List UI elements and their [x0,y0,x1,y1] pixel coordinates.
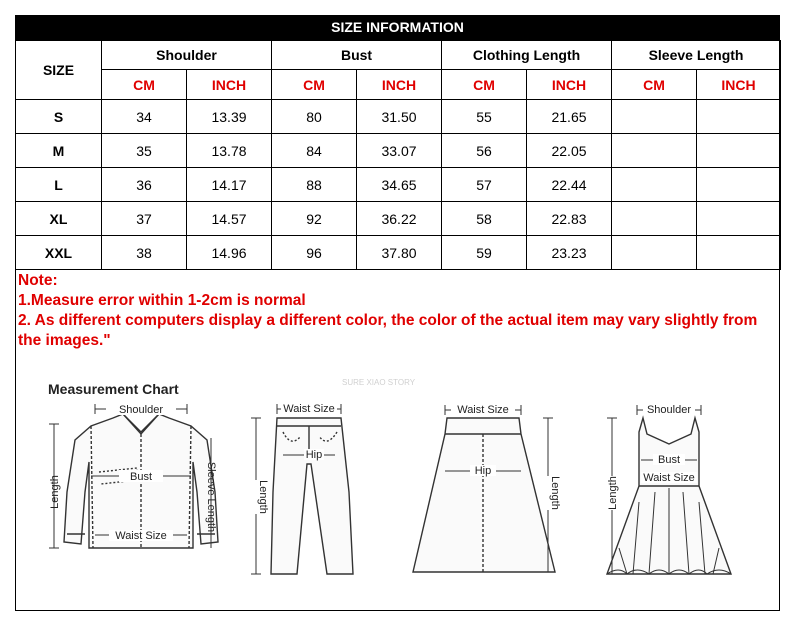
length-inch-cell: 21.65 [527,100,612,134]
note-line-1: 1.Measure error within 1-2cm is normal [18,292,306,309]
shirt-shoulder-label: Shoulder [118,404,164,416]
size-table [15,40,781,270]
shoulder-cm-cell: 37 [102,202,187,236]
length-cm-cell: 58 [442,202,527,236]
skirt-length-label: Length [549,476,561,510]
unit-header: INCH [187,70,272,100]
unit-header: INCH [357,70,442,100]
sleeve-cm-cell [612,134,697,168]
note-heading: Note: [18,272,58,289]
group-header-shoulder: Shoulder [102,41,272,70]
size-cell: XL [16,202,102,236]
table-title: SIZE INFORMATION [15,15,780,40]
skirt-illustration [413,418,555,572]
unit-header: CM [102,70,187,100]
bust-cm-cell: 96 [272,236,357,270]
bust-cm-cell: 92 [272,202,357,236]
chart-title: Measurement Chart [48,381,179,397]
table-row [16,202,781,236]
table-row [16,168,781,202]
measurement-chart [15,352,780,610]
sleeve-inch-cell [697,202,781,236]
sleeve-cm-cell [612,100,697,134]
bust-inch-cell: 37.80 [357,236,442,270]
pants-hip-label: Hip [305,449,323,461]
bust-inch-cell: 34.65 [357,168,442,202]
shoulder-inch-cell: 14.57 [187,202,272,236]
unit-header: CM [442,70,527,100]
table-row [16,100,781,134]
note-line-3: the images." [18,332,111,349]
dress-bust-label: Bust [657,454,681,466]
dress-shoulder-label: Shoulder [646,404,692,416]
length-cm-cell: 59 [442,236,527,270]
sleeve-cm-cell [612,236,697,270]
shoulder-cm-cell: 34 [102,100,187,134]
pants-waist-label: Waist Size [283,403,335,415]
length-cm-cell: 57 [442,168,527,202]
pants-illustration [271,418,353,574]
watermark-text: SURE XIAO STORY [342,378,416,387]
length-inch-cell: 22.05 [527,134,612,168]
size-cell: L [16,168,102,202]
unit-header: CM [612,70,697,100]
shoulder-inch-cell: 14.17 [187,168,272,202]
shoulder-cm-cell: 35 [102,134,187,168]
bust-inch-cell: 31.50 [357,100,442,134]
table-row [16,236,781,270]
dress-waist-label: Waist Size [643,472,695,484]
length-cm-cell: 56 [442,134,527,168]
unit-header: CM [272,70,357,100]
sleeve-inch-cell [697,236,781,270]
bust-inch-cell: 33.07 [357,134,442,168]
size-header: SIZE [16,41,102,100]
bust-cm-cell: 80 [272,100,357,134]
length-inch-cell: 23.23 [527,236,612,270]
sleeve-inch-cell [697,168,781,202]
skirt-waist-label: Waist Size [457,404,509,416]
shoulder-inch-cell: 13.78 [187,134,272,168]
shirt-length-label: Length [49,475,61,509]
unit-header: INCH [527,70,612,100]
note-line-2: 2. As different computers display a different color, the color of the actual item may vary slightly from [18,312,758,329]
shirt-sleeve-label: Sleeve Length [205,461,217,533]
dress-illustration [607,418,731,574]
length-cm-cell: 55 [442,100,527,134]
unit-header: INCH [697,70,781,100]
shoulder-cm-cell: 36 [102,168,187,202]
group-header-clothing-length: Clothing Length [442,41,612,70]
size-cell: M [16,134,102,168]
bust-cm-cell: 88 [272,168,357,202]
pants-length-label: Length [257,480,269,514]
skirt-hip-label: Hip [474,465,492,477]
dress-length-label: Length [607,476,619,510]
shirt-waist-label: Waist Size [115,530,167,542]
note-block [18,271,778,351]
sleeve-cm-cell [612,168,697,202]
sleeve-cm-cell [612,202,697,236]
size-cell: XXL [16,236,102,270]
shoulder-inch-cell: 13.39 [187,100,272,134]
length-inch-cell: 22.44 [527,168,612,202]
group-header-bust: Bust [272,41,442,70]
table-row [16,134,781,168]
bust-cm-cell: 84 [272,134,357,168]
bust-inch-cell: 36.22 [357,202,442,236]
shoulder-inch-cell: 14.96 [187,236,272,270]
shoulder-cm-cell: 38 [102,236,187,270]
length-inch-cell: 22.83 [527,202,612,236]
sleeve-inch-cell [697,134,781,168]
group-header-sleeve-length: Sleeve Length [612,41,781,70]
size-cell: S [16,100,102,134]
shirt-bust-label: Bust [129,471,153,483]
sleeve-inch-cell [697,100,781,134]
